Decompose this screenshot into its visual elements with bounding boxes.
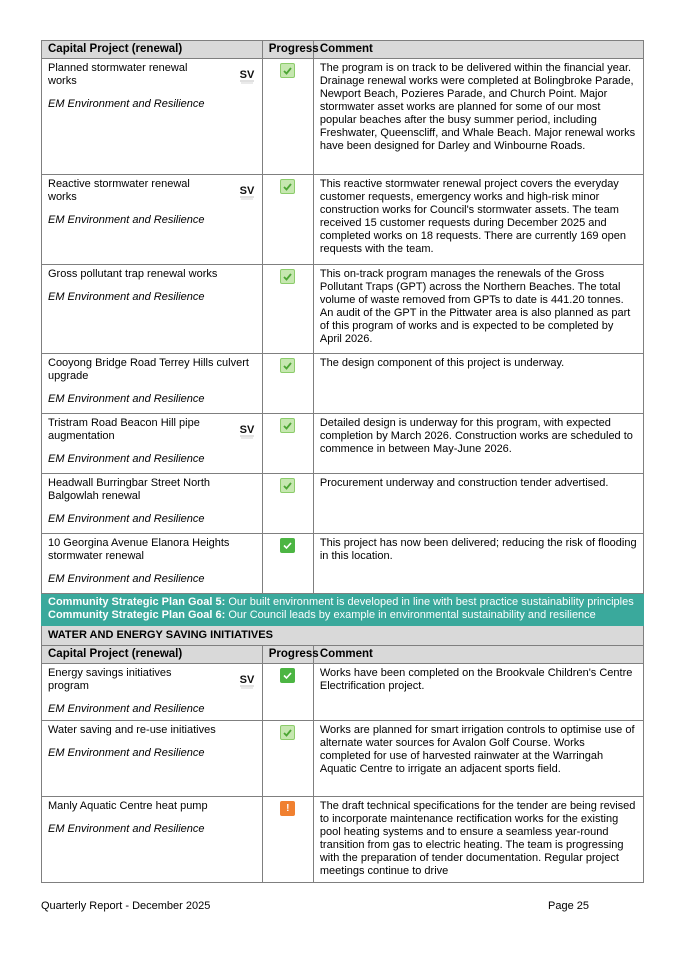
project-cell (42, 534, 263, 594)
sv-logo-icon (238, 420, 256, 440)
progress-cell (262, 414, 313, 474)
goal6-text: Our Council leads by example in environmental sustainability and resilience (225, 609, 596, 621)
comment-cell: This on-track program manages the renewals of the Gross Pollutant Traps (GPT) across the Northern Beaches. The total volume of waste removed from GPTs to date is 441.20 tonnes. An audit of the GPT in the Pittwater area is also planned as part of this program of works and is expected to be completed by April 2026. (313, 265, 643, 354)
project-name: Water saving and re-use initiatives (48, 724, 216, 736)
project-cell (42, 664, 263, 721)
project-cell (42, 414, 263, 474)
comment-cell: The program is on track to be delivered within the financial year. Drainage renewal works were completed at Bolingbroke Parade, Newport Beach, Pozieres Parade, and Church Point. Major stormwater asset works are planned for some of our most popular beaches after the busy summer period, including Freshwater, Queenscliff, and Whale Beach. Major renewal works have been designed for Darley and Winbourne Roads. (313, 59, 643, 175)
progress-cell (262, 175, 313, 265)
table-row (42, 534, 644, 594)
on-track-icon (280, 358, 295, 373)
comment-cell: Detailed design is underway for this program, with expected completion by March 2026. Construction works are scheduled to commence in between May-June 2026. (313, 414, 643, 474)
project-owner: EM Environment and Resilience (48, 703, 205, 715)
project-cell (42, 59, 263, 175)
goal5-label: Community Strategic Plan Goal 5: (48, 596, 226, 608)
project-owner: EM Environment and Resilience (48, 453, 205, 465)
project-cell (42, 175, 263, 265)
col-header-progress: Progress (262, 41, 313, 59)
report-page (41, 40, 644, 883)
table-row (42, 265, 644, 354)
table-header (42, 646, 644, 664)
svg-text:SV: SV (239, 185, 255, 197)
comment-cell: This reactive stormwater renewal project covers the everyday customer requests, emergency works and high-risk minor construction works for Council's stormwater assets. The team received 15 customer requests during December 2025 and completed works on 18 requests. There are currently 169 open requests with the team. (313, 175, 643, 265)
on-track-icon (280, 478, 295, 493)
on-track-icon (280, 179, 295, 194)
goal-band (42, 594, 644, 626)
project-cell (42, 474, 263, 534)
goal5-text: Our built environment is developed in line with best practice sustainability principles (225, 596, 634, 608)
project-cell (42, 721, 263, 797)
goal6-label: Community Strategic Plan Goal 6: (48, 609, 226, 621)
comment-cell: The draft technical specifications for the tender are being revised to incorporate maintenance rectification works for the existing pool heating systems and to ensure a seamless year-round transition from gas to electric heating. The team is progressing with the preparation of tender documentation. Regular project meetings continue to drive (313, 797, 643, 883)
comment-cell: Procurement underway and construction tender advertised. (313, 474, 643, 534)
table-row (42, 721, 644, 797)
on-track-icon (280, 269, 295, 284)
project-owner: EM Environment and Resilience (48, 513, 205, 525)
table-row (42, 175, 644, 265)
comment-cell: This project has now been delivered; reducing the risk of flooding in this location. (313, 534, 643, 594)
on-track-icon (280, 418, 295, 433)
footer-page-number: Page 25 (548, 900, 589, 912)
table-row (42, 797, 644, 883)
progress-cell (262, 721, 313, 797)
progress-cell (262, 59, 313, 175)
on-track-icon (280, 63, 295, 78)
svg-text:SV: SV (239, 674, 255, 686)
project-name: Tristram Road Beacon Hill pipe augmentation (48, 417, 200, 442)
progress-cell (262, 797, 313, 883)
project-name: Energy savings initiatives program (48, 667, 172, 692)
col-header-progress: Progress (262, 646, 313, 664)
project-cell (42, 354, 263, 414)
progress-cell (262, 474, 313, 534)
col-header-comment: Comment (313, 646, 643, 664)
project-name: Headwall Burringbar Street North Balgowlah renewal (48, 477, 211, 502)
table-row (42, 474, 644, 534)
section-heading-row (42, 626, 644, 646)
project-owner: EM Environment and Resilience (48, 823, 205, 835)
goal-text (42, 594, 644, 626)
project-name: 10 Georgina Avenue Elanora Heights stormwater renewal (48, 537, 230, 562)
table-row (42, 414, 644, 474)
table-row (42, 664, 644, 721)
progress-cell (262, 354, 313, 414)
project-cell (42, 265, 263, 354)
warning-icon: ! (280, 801, 295, 816)
sv-logo-icon (238, 181, 256, 201)
project-name: Cooyong Bridge Road Terrey Hills culvert upgrade (48, 357, 249, 382)
project-owner: EM Environment and Resilience (48, 393, 205, 405)
project-cell (42, 797, 263, 883)
project-owner: EM Environment and Resilience (48, 573, 205, 585)
completed-icon (280, 668, 295, 683)
page-footer (41, 900, 644, 912)
comment-cell: The design component of this project is underway. (313, 354, 643, 414)
progress-cell (262, 265, 313, 354)
sv-logo-icon (238, 670, 256, 690)
project-owner: EM Environment and Resilience (48, 747, 205, 759)
col-header-project: Capital Project (renewal) (42, 41, 263, 59)
project-name: Manly Aquatic Centre heat pump (48, 800, 208, 812)
on-track-icon (280, 725, 295, 740)
section-title: WATER AND ENERGY SAVING INITIATIVES (42, 626, 644, 646)
project-owner: EM Environment and Resilience (48, 98, 205, 110)
svg-text:SV: SV (239, 424, 255, 436)
project-name: Reactive stormwater renewal works (48, 178, 190, 203)
footer-report-title: Quarterly Report - December 2025 (41, 900, 211, 912)
comment-cell: Works are planned for smart irrigation controls to optimise use of alternate water sources for Avalon Golf Course. Works completed for use of harvested rainwater at the Warringah Aquatic Centre to irrigate an adjacent sports field. (313, 721, 643, 797)
table-row (42, 354, 644, 414)
project-name: Gross pollutant trap renewal works (48, 268, 218, 280)
stormwater-table (41, 40, 644, 883)
col-header-comment: Comment (313, 41, 643, 59)
table-row (42, 59, 644, 175)
project-owner: EM Environment and Resilience (48, 291, 205, 303)
progress-cell (262, 534, 313, 594)
completed-icon (280, 538, 295, 553)
project-name: Planned stormwater renewal works (48, 62, 188, 87)
project-owner: EM Environment and Resilience (48, 214, 205, 226)
table-header (42, 41, 644, 59)
col-header-project: Capital Project (renewal) (42, 646, 263, 664)
comment-cell: Works have been completed on the Brookvale Children's Centre Electrification project. (313, 664, 643, 721)
sv-logo-icon (238, 65, 256, 85)
svg-text:SV: SV (239, 69, 255, 81)
progress-cell (262, 664, 313, 721)
